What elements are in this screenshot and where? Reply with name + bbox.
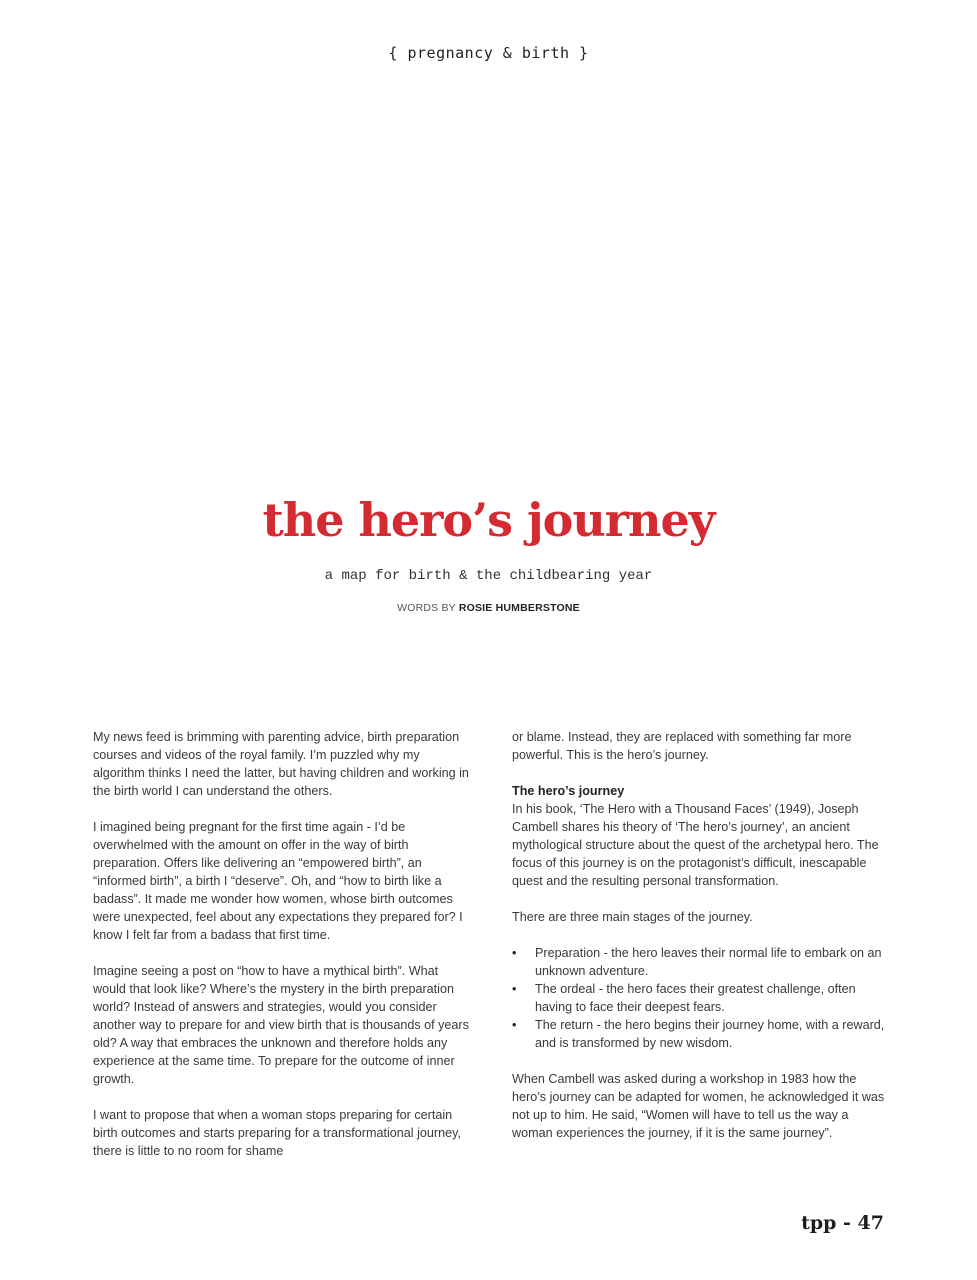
page-folio: tpp - 47 [801, 1212, 884, 1234]
list-item [512, 980, 892, 1016]
body-paragraph: There are three main stages of the journey. [512, 910, 753, 924]
body-paragraph: or blame. Instead, they are replaced with something far more powerful. This is the hero’s journey. [512, 730, 852, 762]
list-item-text: Preparation - the hero leaves their normal life to embark on an unknown adventure. [535, 946, 882, 978]
bullet-icon: • [512, 982, 517, 996]
list-item [512, 944, 892, 980]
body-paragraph: I want to propose that when a woman stops preparing for certain birth outcomes and starts preparing for a transformational journey, there is little to no room for shame [93, 1108, 461, 1158]
list-item-text: The ordeal - the hero faces their greatest challenge, often having to face their deepest fears. [535, 982, 856, 1014]
section-heading: The hero’s journey [512, 784, 625, 798]
body-paragraph: My news feed is brimming with parenting advice, birth preparation courses and videos of the royal family. I’m puzzled why my algorithm thinks I need the latter, but having children and working in the birth world I can understand the others. [93, 730, 469, 798]
body-paragraph: Imagine seeing a post on “how to have a mythical birth”. What would that look like? Where’s the mystery in the birth preparation world? Instead of answers and strategies, would you consider another way to prepare for and view birth that is thousands of years old? A way that embraces the unknown and therefore holds any experience at the same time. To prepare for the outcome of inner growth. [93, 964, 469, 1086]
byline-prefix: WORDS BY [397, 602, 456, 614]
byline-author: ROSIE HUMBERSTONE [458, 602, 580, 614]
article-subtitle: a map for birth & the childbearing year [324, 568, 653, 584]
list-item-text: The return - the hero begins their journey home, with a reward, and is transformed by new wisdom. [535, 1018, 885, 1050]
byline [0, 602, 977, 614]
bullet-icon: • [512, 1018, 517, 1032]
left-column [93, 728, 473, 1178]
body-paragraph: In his book, ‘The Hero with a Thousand Faces’ (1949), Joseph Cambell shares his theory of ‘The hero’s journey’, an ancient mythological structure about the quest of the archetypal hero. The focus of this journey is on the protagonist’s difficult, inescapable quest and the resulting personal transformation. [512, 802, 879, 888]
bullet-icon: • [512, 946, 517, 960]
right-column [512, 728, 892, 1160]
article-title: the hero’s journey [262, 493, 715, 547]
body-paragraph: When Cambell was asked during a workshop in 1983 how the hero’s journey can be adapted for women, he acknowledged it was not up to him. He said, “Women will have to tell us the way a woman experiences the journey, if it is the same journey”. [512, 1072, 885, 1140]
section-tag: { pregnancy & birth } [388, 44, 589, 62]
list-item [512, 1016, 892, 1052]
body-paragraph: I imagined being pregnant for the first time again - I’d be overwhelmed with the amount on offer in the way of birth preparation. Offers like delivering an “empowered birth”, an “informed birth”, a birth I “deserve”. Oh, and “how to birth like a badass”. It made me wonder how women, whose birth outcomes were unexpected, feel about any expectations they prepared for? I know I felt far from a badass that first time. [93, 820, 463, 942]
stages-list [512, 944, 892, 1052]
